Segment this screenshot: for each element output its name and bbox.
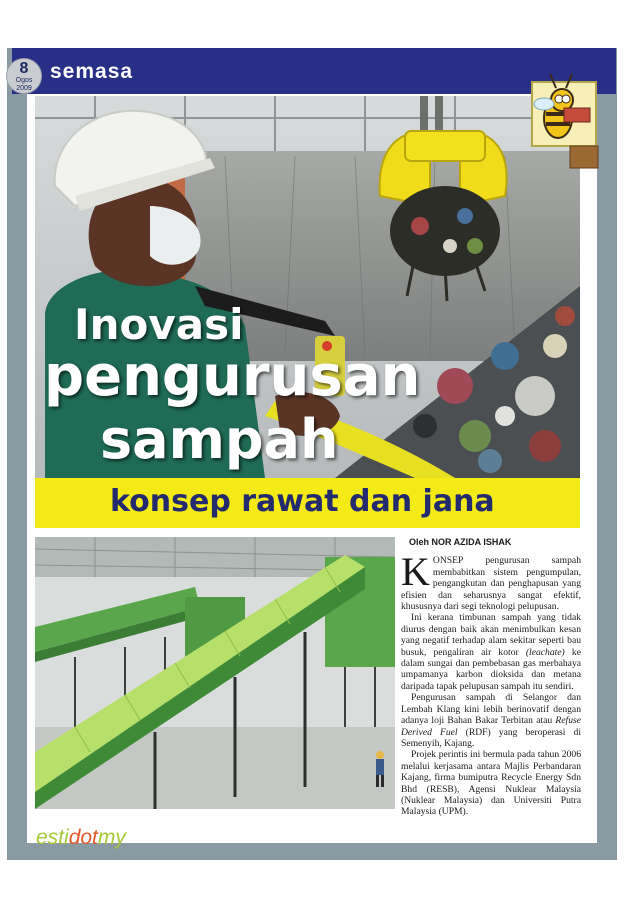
conveyor-photo xyxy=(35,537,395,809)
brand-part-2: dot xyxy=(68,826,98,849)
headline-line-2: pengurusan xyxy=(44,344,421,409)
paragraph-2 xyxy=(401,612,581,692)
paragraph-1-text: pengurusan sampah membabitkan sistem pengumpulan, pengangkutan dan penghapusan yang efisien dan seharusnya sangat efektif, khususnya dari segi teknologi pelupusan. xyxy=(401,555,581,613)
headline-subtitle: konsep rawat dan jana xyxy=(110,484,495,519)
brand-part-3: my xyxy=(97,826,126,849)
paragraph-3-text-b: (RDF) yang beroperasi di Semenyih, Kajang. xyxy=(401,726,581,749)
paragraph-3-italic: Refuse Derived Fuel xyxy=(401,715,581,738)
drop-cap: K xyxy=(401,549,430,595)
paragraph-3 xyxy=(401,692,581,749)
section-title: semasa xyxy=(50,60,134,83)
headline-line-1: Inovasi xyxy=(74,300,244,349)
hero-image xyxy=(35,96,580,478)
page-number-badge xyxy=(6,58,42,94)
lead-word: ONSEP xyxy=(432,555,464,567)
paragraph-3-text-a: Pengurusan sampah di Selangor dan Lembah Klang kini lebih berinovatif dengan adanya loji Bahan Bakar Terbitan atau xyxy=(401,692,581,727)
paragraph-2-text-a: Ini kerana timbunan sampah yang tidak diurus dengan baik akan menimbulkan kesan yang negatif terhadap alam sekitar seperti bau busuk, pengaliran air kotor xyxy=(401,612,581,658)
conveyor-illustration xyxy=(35,537,395,809)
paragraph-2-text-b: ke dalam sungai dan pembebasan gas merbahaya umpamanya karbon dioksida dan metana daripada tapak pelupusan sampah itu sendiri. xyxy=(401,646,581,692)
footer-brand-logo xyxy=(36,826,126,850)
issue-date: Ogos 2009 xyxy=(15,77,33,92)
article-body xyxy=(401,531,581,818)
paragraph-1 xyxy=(401,549,581,613)
byline: Oleh NOR AZIDA ISHAK xyxy=(409,537,512,547)
headline-line-3: sampah xyxy=(100,408,339,471)
paragraph-2-italic: (leachate) xyxy=(525,646,565,658)
paragraph-4: Projek perintis ini bermula pada tahun 2006 melalui kerjasama antara Majlis Perbandaran Kajang, firma bumiputra Recycle Energy Sdn Bhd (RESB), Agensi Nuklear Malaysia (Nuklear Malaysia) dan Universiti Putra Malaysia (UPM). xyxy=(401,749,581,818)
brand-part-1: esti xyxy=(36,826,69,849)
page-number: 8 xyxy=(19,60,29,77)
bee-mascot-icon xyxy=(526,68,602,182)
